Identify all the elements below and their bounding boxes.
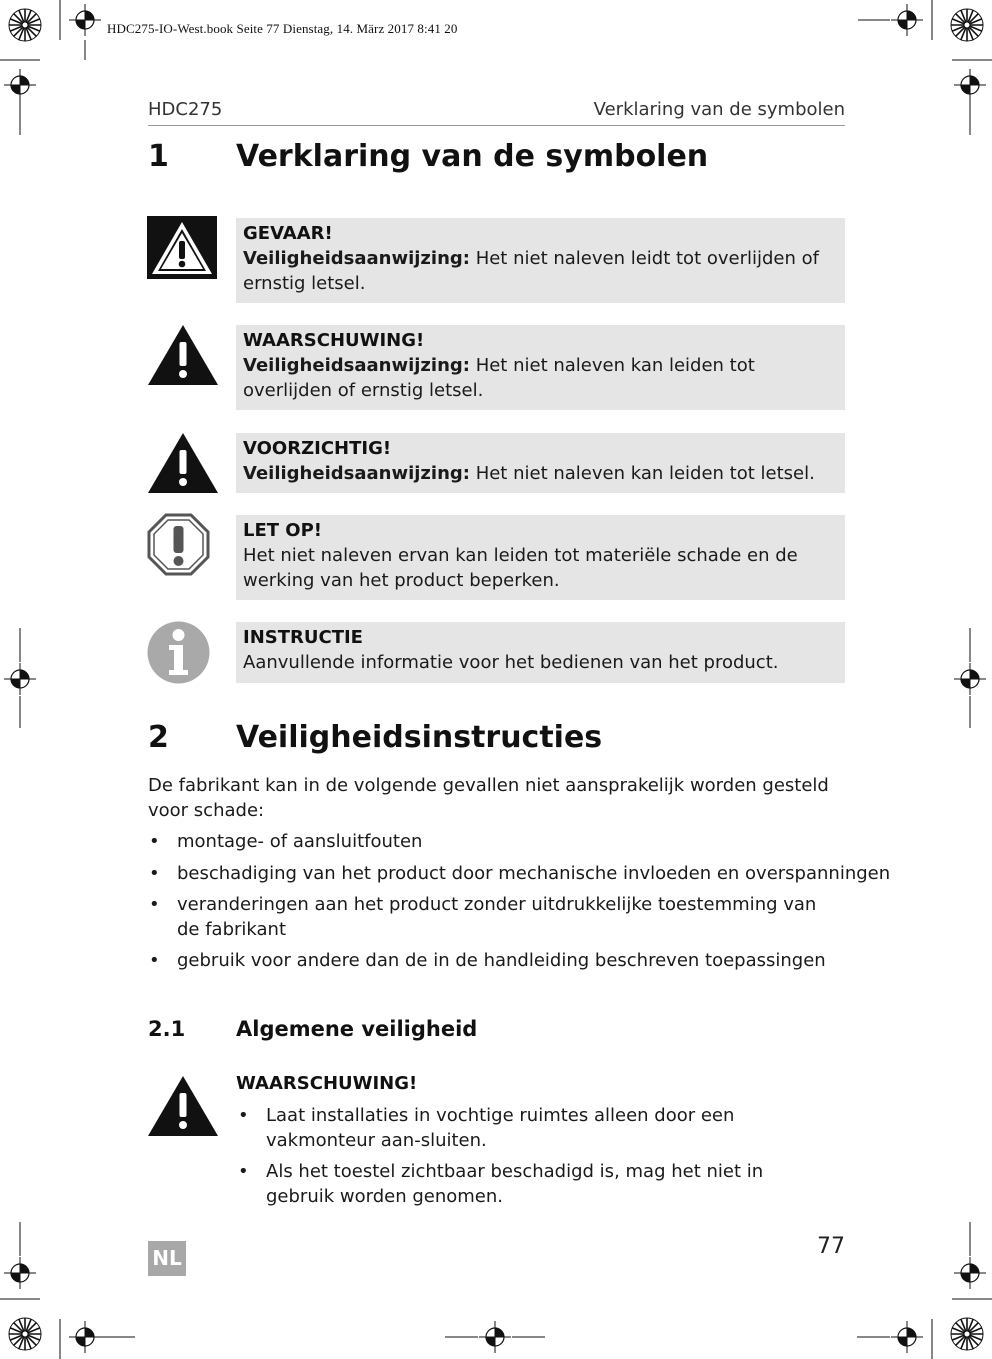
danger-title: GEVAAR! — [243, 223, 333, 244]
page-number: 77 — [817, 1234, 845, 1259]
language-tab: NL — [148, 1241, 186, 1276]
instruction-title: INSTRUCTIE — [243, 627, 363, 648]
warning-text: Het niet naleven kan leiden tot overlijden of ernstig letsel. — [243, 355, 755, 401]
danger-text: Het niet naleven leidt tot overlijden of ernstig letsel. — [243, 248, 819, 294]
bullet-dot: • — [149, 831, 160, 852]
section-2-intro: De fabrikant kan in de volgende gevallen niet aansprakelijk worden gesteld voor schade: — [148, 775, 829, 821]
bullet-dot: • — [149, 894, 160, 915]
section-2-title: Veiligheidsinstructies — [236, 720, 603, 755]
general-warning-title: WAARSCHUWING! — [236, 1073, 418, 1094]
notice-text: Het niet naleven ervan kan leiden tot materiële schade en de werking van het product beperken. — [243, 545, 798, 591]
notice-title: LET OP! — [243, 520, 323, 541]
list-item-text: beschadiging van het product door mechanische invloeden en overspanningen — [177, 863, 891, 884]
list-item-text: veranderingen aan het product zonder uitdrukkelijke toestemming van de fabrikant — [177, 894, 817, 940]
bullet-dot: • — [238, 1161, 249, 1182]
section-2-number: 2 — [148, 720, 169, 755]
running-header-section: Verklaring van de symbolen — [593, 99, 845, 120]
bullet-dot: • — [238, 1105, 249, 1126]
caution-text: Het niet naleven kan leiden tot letsel. — [469, 463, 815, 484]
list-item-text: Als het toestel zichtbaar beschadigd is, mag het niet in gebruik worden genomen. — [266, 1161, 764, 1207]
caution-lead: Veiligheidsaanwijzing: — [243, 463, 470, 484]
section-1-number: 1 — [148, 139, 169, 174]
bullet-dot: • — [149, 950, 160, 971]
warning-title: WAARSCHUWING! — [243, 330, 425, 351]
bullet-dot: • — [149, 863, 160, 884]
section-2-1-number: 2.1 — [148, 1017, 186, 1041]
caution-title: VOORZICHTIG! — [243, 438, 392, 459]
print-info-line: HDC275-IO-West.book Seite 77 Dienstag, 14. März 2017 8:41 20 — [107, 21, 458, 36]
warning-lead: Veiligheidsaanwijzing: — [243, 355, 470, 376]
list-item-text: montage- of aansluitfouten — [177, 831, 423, 852]
section-2-1-title: Algemene veiligheid — [236, 1017, 478, 1041]
section-1-title: Verklaring van de symbolen — [236, 139, 709, 174]
list-item-text: Laat installaties in vochtige ruimtes alleen door een vakmonteur aan-sluiten. — [266, 1105, 735, 1151]
running-header-model: HDC275 — [148, 99, 223, 120]
instruction-text: Aanvullende informatie voor het bedienen van het product. — [243, 652, 779, 673]
danger-lead: Veiligheidsaanwijzing: — [243, 248, 470, 269]
list-item-text: gebruik voor andere dan de in de handleiding beschreven toepassingen — [177, 950, 826, 971]
